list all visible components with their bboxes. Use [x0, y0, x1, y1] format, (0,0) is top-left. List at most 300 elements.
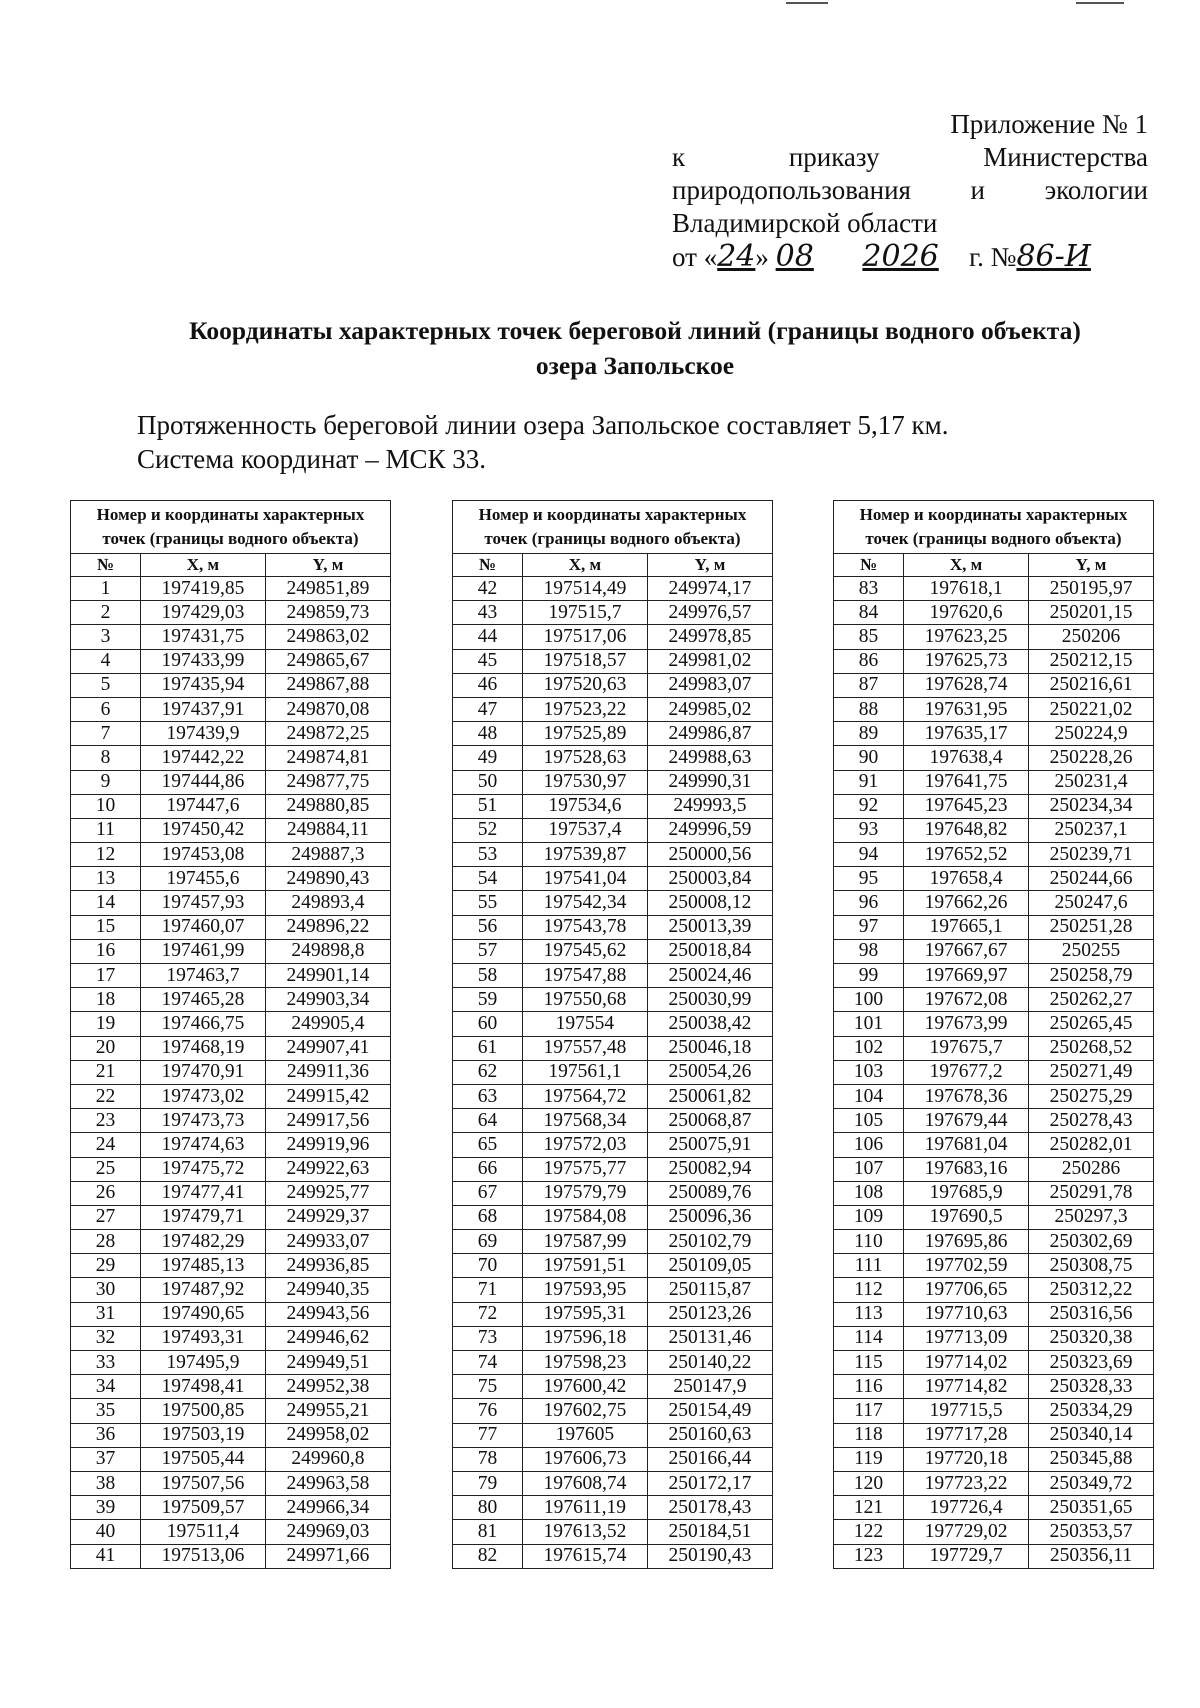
- table-row: [453, 988, 773, 1012]
- x-coordinate: 197662,26: [904, 891, 1029, 915]
- x-coordinate: 197720,18: [904, 1447, 1029, 1471]
- point-number: 109: [834, 1205, 904, 1229]
- point-number: 33: [71, 1351, 141, 1375]
- y-coordinate: 250216,61: [1029, 673, 1154, 697]
- y-coordinate: 249903,34: [265, 988, 390, 1012]
- point-number: 82: [453, 1544, 523, 1568]
- header-y: Y, м: [265, 554, 390, 577]
- y-coordinate: 249963,58: [265, 1471, 390, 1495]
- y-coordinate: 250038,42: [647, 1012, 772, 1036]
- document-title: Координаты характерных точек береговой линий (границы водного объекта) озера Запольское: [189, 316, 1081, 380]
- y-coordinate: 249922,63: [265, 1157, 390, 1181]
- table-row: [834, 1133, 1154, 1157]
- x-coordinate: 197706,65: [904, 1278, 1029, 1302]
- y-coordinate: 249870,08: [265, 697, 390, 721]
- table-row: [453, 1205, 773, 1229]
- coordinates-table-3: [833, 500, 1154, 1569]
- y-coordinate: 249874,81: [265, 746, 390, 770]
- y-coordinate: 250190,43: [647, 1544, 772, 1568]
- y-coordinate: 250109,05: [647, 1254, 772, 1278]
- x-coordinate: 197611,19: [522, 1496, 647, 1520]
- header-x: X, м: [522, 554, 647, 577]
- x-coordinate: 197675,7: [904, 1036, 1029, 1060]
- x-coordinate: 197507,56: [140, 1471, 265, 1495]
- point-number: 79: [453, 1471, 523, 1495]
- point-number: 67: [453, 1181, 523, 1205]
- appendix-block: [672, 108, 1148, 274]
- point-number: 39: [71, 1496, 141, 1520]
- y-coordinate: 249958,02: [265, 1423, 390, 1447]
- point-number: 52: [453, 818, 523, 842]
- y-coordinate: 250316,56: [1029, 1302, 1154, 1326]
- point-number: 45: [453, 649, 523, 673]
- y-coordinate: 250131,46: [647, 1326, 772, 1350]
- point-number: 46: [453, 673, 523, 697]
- x-coordinate: 197433,99: [140, 649, 265, 673]
- x-coordinate: 197431,75: [140, 625, 265, 649]
- x-coordinate: 197439,9: [140, 722, 265, 746]
- point-number: 36: [71, 1423, 141, 1447]
- x-coordinate: 197681,04: [904, 1133, 1029, 1157]
- y-coordinate: 250251,28: [1029, 915, 1154, 939]
- point-number: 29: [71, 1254, 141, 1278]
- table-row: [71, 1351, 391, 1375]
- date-day: 24: [717, 239, 756, 274]
- table-caption: Номер и координаты характерных точек (границы водного объекта): [834, 501, 1154, 554]
- table-row: [71, 1205, 391, 1229]
- y-coordinate: 250068,87: [647, 1109, 772, 1133]
- table-row: [71, 722, 391, 746]
- table-row: [453, 577, 773, 601]
- table-row: [834, 1036, 1154, 1060]
- x-coordinate: 197595,31: [522, 1302, 647, 1326]
- scan-mark: [786, 2, 828, 4]
- table-row: [834, 1351, 1154, 1375]
- y-coordinate: 250282,01: [1029, 1133, 1154, 1157]
- table-row: [71, 1544, 391, 1568]
- x-coordinate: 197572,03: [522, 1133, 647, 1157]
- x-coordinate: 197596,18: [522, 1326, 647, 1350]
- table-row: [834, 1423, 1154, 1447]
- point-number: 64: [453, 1109, 523, 1133]
- x-coordinate: 197435,94: [140, 673, 265, 697]
- table-row: [834, 891, 1154, 915]
- table-row: [453, 1302, 773, 1326]
- x-coordinate: 197457,93: [140, 891, 265, 915]
- x-coordinate: 197557,48: [522, 1036, 647, 1060]
- point-number: 3: [71, 625, 141, 649]
- x-coordinate: 197726,4: [904, 1496, 1029, 1520]
- y-coordinate: 250265,45: [1029, 1012, 1154, 1036]
- y-coordinate: 250237,1: [1029, 818, 1154, 842]
- x-coordinate: 197714,02: [904, 1351, 1029, 1375]
- y-coordinate: 250075,91: [647, 1133, 772, 1157]
- y-coordinate: 249901,14: [265, 964, 390, 988]
- point-number: 121: [834, 1496, 904, 1520]
- table-row: [834, 1326, 1154, 1350]
- point-number: 2: [71, 601, 141, 625]
- x-coordinate: 197542,34: [522, 891, 647, 915]
- table-row: [834, 1181, 1154, 1205]
- x-coordinate: 197543,78: [522, 915, 647, 939]
- table-caption: Номер и координаты характерных точек (границы водного объекта): [453, 501, 773, 554]
- y-coordinate: 250102,79: [647, 1230, 772, 1254]
- y-coordinate: 250140,22: [647, 1351, 772, 1375]
- x-coordinate: 197631,95: [904, 697, 1029, 721]
- y-coordinate: 249919,96: [265, 1133, 390, 1157]
- point-number: 117: [834, 1399, 904, 1423]
- table-row: [834, 939, 1154, 963]
- table-row: [71, 1520, 391, 1544]
- point-number: 65: [453, 1133, 523, 1157]
- point-number: 42: [453, 577, 523, 601]
- y-coordinate: 250046,18: [647, 1036, 772, 1060]
- table-row: [453, 915, 773, 939]
- point-number: 4: [71, 649, 141, 673]
- x-coordinate: 197695,86: [904, 1230, 1029, 1254]
- table-row: [71, 746, 391, 770]
- table-row: [453, 1520, 773, 1544]
- order-date-line: от «24» 08 2026 г. №86-И: [672, 239, 1091, 274]
- point-number: 38: [71, 1471, 141, 1495]
- y-coordinate: 249974,17: [647, 577, 772, 601]
- appendix-line-3: природопользования и экологии: [672, 175, 1148, 205]
- table-row: [453, 722, 773, 746]
- table-row: [453, 649, 773, 673]
- x-coordinate: 197518,57: [522, 649, 647, 673]
- y-coordinate: 250224,9: [1029, 722, 1154, 746]
- table-row: [453, 1230, 773, 1254]
- point-number: 98: [834, 939, 904, 963]
- x-coordinate: 197638,4: [904, 746, 1029, 770]
- table-row: [453, 1157, 773, 1181]
- y-coordinate: 250297,3: [1029, 1205, 1154, 1229]
- table-row: [834, 1375, 1154, 1399]
- x-coordinate: 197450,42: [140, 818, 265, 842]
- y-coordinate: 249911,36: [265, 1060, 390, 1084]
- table-row: [71, 1423, 391, 1447]
- x-coordinate: 197584,08: [522, 1205, 647, 1229]
- x-coordinate: 197568,34: [522, 1109, 647, 1133]
- table-row: [453, 1254, 773, 1278]
- point-number: 104: [834, 1084, 904, 1108]
- point-number: 50: [453, 770, 523, 794]
- date-month: 08: [775, 239, 814, 274]
- table-row: [453, 939, 773, 963]
- table-row: [71, 818, 391, 842]
- x-coordinate: 197475,72: [140, 1157, 265, 1181]
- x-coordinate: 197513,06: [140, 1544, 265, 1568]
- x-coordinate: 197437,91: [140, 697, 265, 721]
- table-row: [834, 1205, 1154, 1229]
- table-row: [453, 794, 773, 818]
- x-coordinate: 197466,75: [140, 1012, 265, 1036]
- x-coordinate: 197613,52: [522, 1520, 647, 1544]
- x-coordinate: 197485,13: [140, 1254, 265, 1278]
- y-coordinate: 249880,85: [265, 794, 390, 818]
- table-row: [834, 1399, 1154, 1423]
- y-coordinate: 250030,99: [647, 988, 772, 1012]
- x-coordinate: 197429,03: [140, 601, 265, 625]
- point-number: 102: [834, 1036, 904, 1060]
- point-number: 6: [71, 697, 141, 721]
- table-row: [834, 770, 1154, 794]
- y-coordinate: 250349,72: [1029, 1471, 1154, 1495]
- point-number: 123: [834, 1544, 904, 1568]
- point-number: 68: [453, 1205, 523, 1229]
- y-coordinate: 250278,43: [1029, 1109, 1154, 1133]
- y-coordinate: 249907,41: [265, 1036, 390, 1060]
- x-coordinate: 197461,99: [140, 939, 265, 963]
- x-coordinate: 197625,73: [904, 649, 1029, 673]
- point-number: 87: [834, 673, 904, 697]
- x-coordinate: 197635,17: [904, 722, 1029, 746]
- table-row: [71, 625, 391, 649]
- table-row: [71, 1012, 391, 1036]
- y-coordinate: 249887,3: [265, 843, 390, 867]
- x-coordinate: 197500,85: [140, 1399, 265, 1423]
- y-coordinate: 249966,34: [265, 1496, 390, 1520]
- y-coordinate: 250212,15: [1029, 649, 1154, 673]
- table-row: [453, 746, 773, 770]
- point-number: 37: [71, 1447, 141, 1471]
- date-year: 2026: [862, 239, 939, 274]
- table-row: [834, 601, 1154, 625]
- table-row: [453, 1399, 773, 1423]
- x-coordinate: 197672,08: [904, 988, 1029, 1012]
- point-number: 20: [71, 1036, 141, 1060]
- x-coordinate: 197715,5: [904, 1399, 1029, 1423]
- x-coordinate: 197677,2: [904, 1060, 1029, 1084]
- table-row: [453, 1036, 773, 1060]
- point-number: 99: [834, 964, 904, 988]
- x-coordinate: 197702,59: [904, 1254, 1029, 1278]
- y-coordinate: 249955,21: [265, 1399, 390, 1423]
- x-coordinate: 197620,6: [904, 601, 1029, 625]
- table-row: [71, 1447, 391, 1471]
- y-coordinate: 250178,43: [647, 1496, 772, 1520]
- table-row: [453, 673, 773, 697]
- coordinate-system: Система координат – МСК 33.: [137, 444, 486, 474]
- y-coordinate: 249859,73: [265, 601, 390, 625]
- table-row: [834, 1544, 1154, 1568]
- x-coordinate: 197717,28: [904, 1423, 1029, 1447]
- table-row: [834, 915, 1154, 939]
- x-coordinate: 197564,72: [522, 1084, 647, 1108]
- table-row: [453, 1060, 773, 1084]
- table-row: [834, 1157, 1154, 1181]
- y-coordinate: 250147,9: [647, 1375, 772, 1399]
- point-number: 60: [453, 1012, 523, 1036]
- x-coordinate: 197545,62: [522, 939, 647, 963]
- x-coordinate: 197608,74: [522, 1471, 647, 1495]
- y-coordinate: 250013,39: [647, 915, 772, 939]
- y-coordinate: 250160,63: [647, 1423, 772, 1447]
- x-coordinate: 197495,9: [140, 1351, 265, 1375]
- table-row: [71, 988, 391, 1012]
- y-coordinate: 249863,02: [265, 625, 390, 649]
- x-coordinate: 197498,41: [140, 1375, 265, 1399]
- table-row: [834, 625, 1154, 649]
- y-coordinate: 249943,56: [265, 1302, 390, 1326]
- x-coordinate: 197530,97: [522, 770, 647, 794]
- x-coordinate: 197547,88: [522, 964, 647, 988]
- x-coordinate: 197561,1: [522, 1060, 647, 1084]
- y-coordinate: 249993,5: [647, 794, 772, 818]
- x-coordinate: 197618,1: [904, 577, 1029, 601]
- point-number: 101: [834, 1012, 904, 1036]
- x-coordinate: 197554: [522, 1012, 647, 1036]
- point-number: 10: [71, 794, 141, 818]
- y-coordinate: 250003,84: [647, 867, 772, 891]
- y-coordinate: 249877,75: [265, 770, 390, 794]
- y-coordinate: 250302,69: [1029, 1230, 1154, 1254]
- order-number: 86-И: [1016, 239, 1091, 274]
- point-number: 28: [71, 1230, 141, 1254]
- point-number: 14: [71, 891, 141, 915]
- table-row: [834, 818, 1154, 842]
- table-row: [834, 1084, 1154, 1108]
- point-number: 110: [834, 1230, 904, 1254]
- point-number: 31: [71, 1302, 141, 1326]
- x-coordinate: 197453,08: [140, 843, 265, 867]
- x-coordinate: 197470,91: [140, 1060, 265, 1084]
- point-number: 81: [453, 1520, 523, 1544]
- table-row: [834, 1230, 1154, 1254]
- y-coordinate: 249925,77: [265, 1181, 390, 1205]
- coordinates-table-1: [70, 500, 391, 1569]
- point-number: 83: [834, 577, 904, 601]
- point-number: 16: [71, 939, 141, 963]
- table-row: [71, 577, 391, 601]
- x-coordinate: 197444,86: [140, 770, 265, 794]
- y-coordinate: 249905,4: [265, 1012, 390, 1036]
- point-number: 78: [453, 1447, 523, 1471]
- y-coordinate: 250255: [1029, 939, 1154, 963]
- y-coordinate: 250008,12: [647, 891, 772, 915]
- x-coordinate: 197493,31: [140, 1326, 265, 1350]
- point-number: 22: [71, 1084, 141, 1108]
- table-row: [453, 1326, 773, 1350]
- point-number: 43: [453, 601, 523, 625]
- table-row: [71, 915, 391, 939]
- y-coordinate: 250356,11: [1029, 1544, 1154, 1568]
- point-number: 47: [453, 697, 523, 721]
- header-number: №: [834, 554, 904, 577]
- table-row: [834, 1060, 1154, 1084]
- table-row: [834, 1012, 1154, 1036]
- point-number: 97: [834, 915, 904, 939]
- x-coordinate: 197474,63: [140, 1133, 265, 1157]
- x-coordinate: 197600,42: [522, 1375, 647, 1399]
- x-coordinate: 197690,5: [904, 1205, 1029, 1229]
- x-coordinate: 197685,9: [904, 1181, 1029, 1205]
- table-row: [453, 1423, 773, 1447]
- y-coordinate: 250334,29: [1029, 1399, 1154, 1423]
- header-number: №: [453, 554, 523, 577]
- point-number: 15: [71, 915, 141, 939]
- point-number: 30: [71, 1278, 141, 1302]
- point-number: 95: [834, 867, 904, 891]
- point-number: 96: [834, 891, 904, 915]
- point-number: 48: [453, 722, 523, 746]
- table-row: [834, 1471, 1154, 1495]
- point-number: 94: [834, 843, 904, 867]
- table-row: [834, 867, 1154, 891]
- table-row: [71, 673, 391, 697]
- table-row: [71, 770, 391, 794]
- table-row: [71, 1278, 391, 1302]
- point-number: 41: [71, 1544, 141, 1568]
- point-number: 106: [834, 1133, 904, 1157]
- table-row: [834, 1520, 1154, 1544]
- point-number: 62: [453, 1060, 523, 1084]
- table-row: [453, 964, 773, 988]
- header-y: Y, м: [647, 554, 772, 577]
- point-number: 85: [834, 625, 904, 649]
- y-coordinate: 250172,17: [647, 1471, 772, 1495]
- point-number: 35: [71, 1399, 141, 1423]
- x-coordinate: 197528,63: [522, 746, 647, 770]
- x-coordinate: 197447,6: [140, 794, 265, 818]
- y-coordinate: 249996,59: [647, 818, 772, 842]
- point-number: 25: [71, 1157, 141, 1181]
- table-row: [453, 1084, 773, 1108]
- point-number: 12: [71, 843, 141, 867]
- table-row: [834, 697, 1154, 721]
- y-coordinate: 249867,88: [265, 673, 390, 697]
- y-coordinate: 249960,8: [265, 1447, 390, 1471]
- point-number: 93: [834, 818, 904, 842]
- x-coordinate: 197539,87: [522, 843, 647, 867]
- x-coordinate: 197615,74: [522, 1544, 647, 1568]
- y-coordinate: 249915,42: [265, 1084, 390, 1108]
- point-number: 51: [453, 794, 523, 818]
- point-number: 71: [453, 1278, 523, 1302]
- x-coordinate: 197623,25: [904, 625, 1029, 649]
- y-coordinate: 250258,79: [1029, 964, 1154, 988]
- x-coordinate: 197473,73: [140, 1109, 265, 1133]
- y-coordinate: 250268,52: [1029, 1036, 1154, 1060]
- point-number: 75: [453, 1375, 523, 1399]
- x-coordinate: 197658,4: [904, 867, 1029, 891]
- table-row: [71, 843, 391, 867]
- y-coordinate: 249872,25: [265, 722, 390, 746]
- y-coordinate: 250244,66: [1029, 867, 1154, 891]
- x-coordinate: 197729,7: [904, 1544, 1029, 1568]
- scan-mark: [1076, 2, 1124, 4]
- point-number: 92: [834, 794, 904, 818]
- table-row: [834, 1302, 1154, 1326]
- table-row: [453, 1351, 773, 1375]
- table-row: [834, 988, 1154, 1012]
- x-coordinate: 197520,63: [522, 673, 647, 697]
- x-coordinate: 197473,02: [140, 1084, 265, 1108]
- point-number: 58: [453, 964, 523, 988]
- point-number: 61: [453, 1036, 523, 1060]
- point-number: 66: [453, 1157, 523, 1181]
- x-coordinate: 197713,09: [904, 1326, 1029, 1350]
- y-coordinate: 250231,4: [1029, 770, 1154, 794]
- point-number: 17: [71, 964, 141, 988]
- table-row: [71, 1036, 391, 1060]
- point-number: 100: [834, 988, 904, 1012]
- point-number: 103: [834, 1060, 904, 1084]
- y-coordinate: 250201,15: [1029, 601, 1154, 625]
- y-coordinate: 250206: [1029, 625, 1154, 649]
- point-number: 72: [453, 1302, 523, 1326]
- table-row: [71, 1302, 391, 1326]
